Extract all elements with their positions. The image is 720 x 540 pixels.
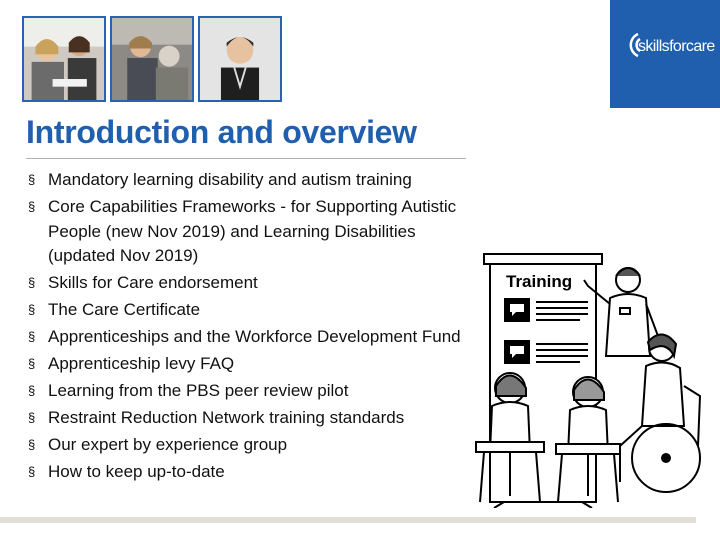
skillsforcare-logo (610, 0, 720, 108)
bullet-item: § Apprenticeship levy FAQ (26, 352, 476, 377)
page-title: Introduction and overview (26, 114, 417, 150)
bullet-item: § Skills for Care endorsement (26, 271, 476, 296)
bullet-item: § Learning from the PBS peer review pilot (26, 379, 476, 404)
header-photo-worker (198, 16, 282, 102)
bullet-item: § Mandatory learning disability and autism training (26, 168, 476, 193)
logo-text: skillsforcare (638, 38, 715, 55)
header-photo-group (22, 16, 106, 102)
training-illustration (470, 246, 710, 508)
bullet-item: § How to keep up-to-date (26, 460, 476, 485)
bullet-item: § Core Capabilities Frameworks - for Supporting Autistic People (new Nov 2019) and Learning Disabilities (updated Nov 2019) (26, 195, 476, 269)
bullet-list (26, 168, 476, 485)
bullet-item: § Our expert by experience group (26, 433, 476, 458)
footer-bar (0, 517, 696, 523)
wheelchair-user-figure (620, 334, 700, 492)
flipchart-heading: Training (506, 272, 573, 291)
header-photo-care (110, 16, 194, 102)
bullet-item: § The Care Certificate (26, 298, 476, 323)
bullet-item: § Restraint Reduction Network training standards (26, 406, 476, 431)
title-divider (26, 158, 466, 159)
bullet-item: § Apprenticeships and the Workforce Development Fund (26, 325, 476, 350)
